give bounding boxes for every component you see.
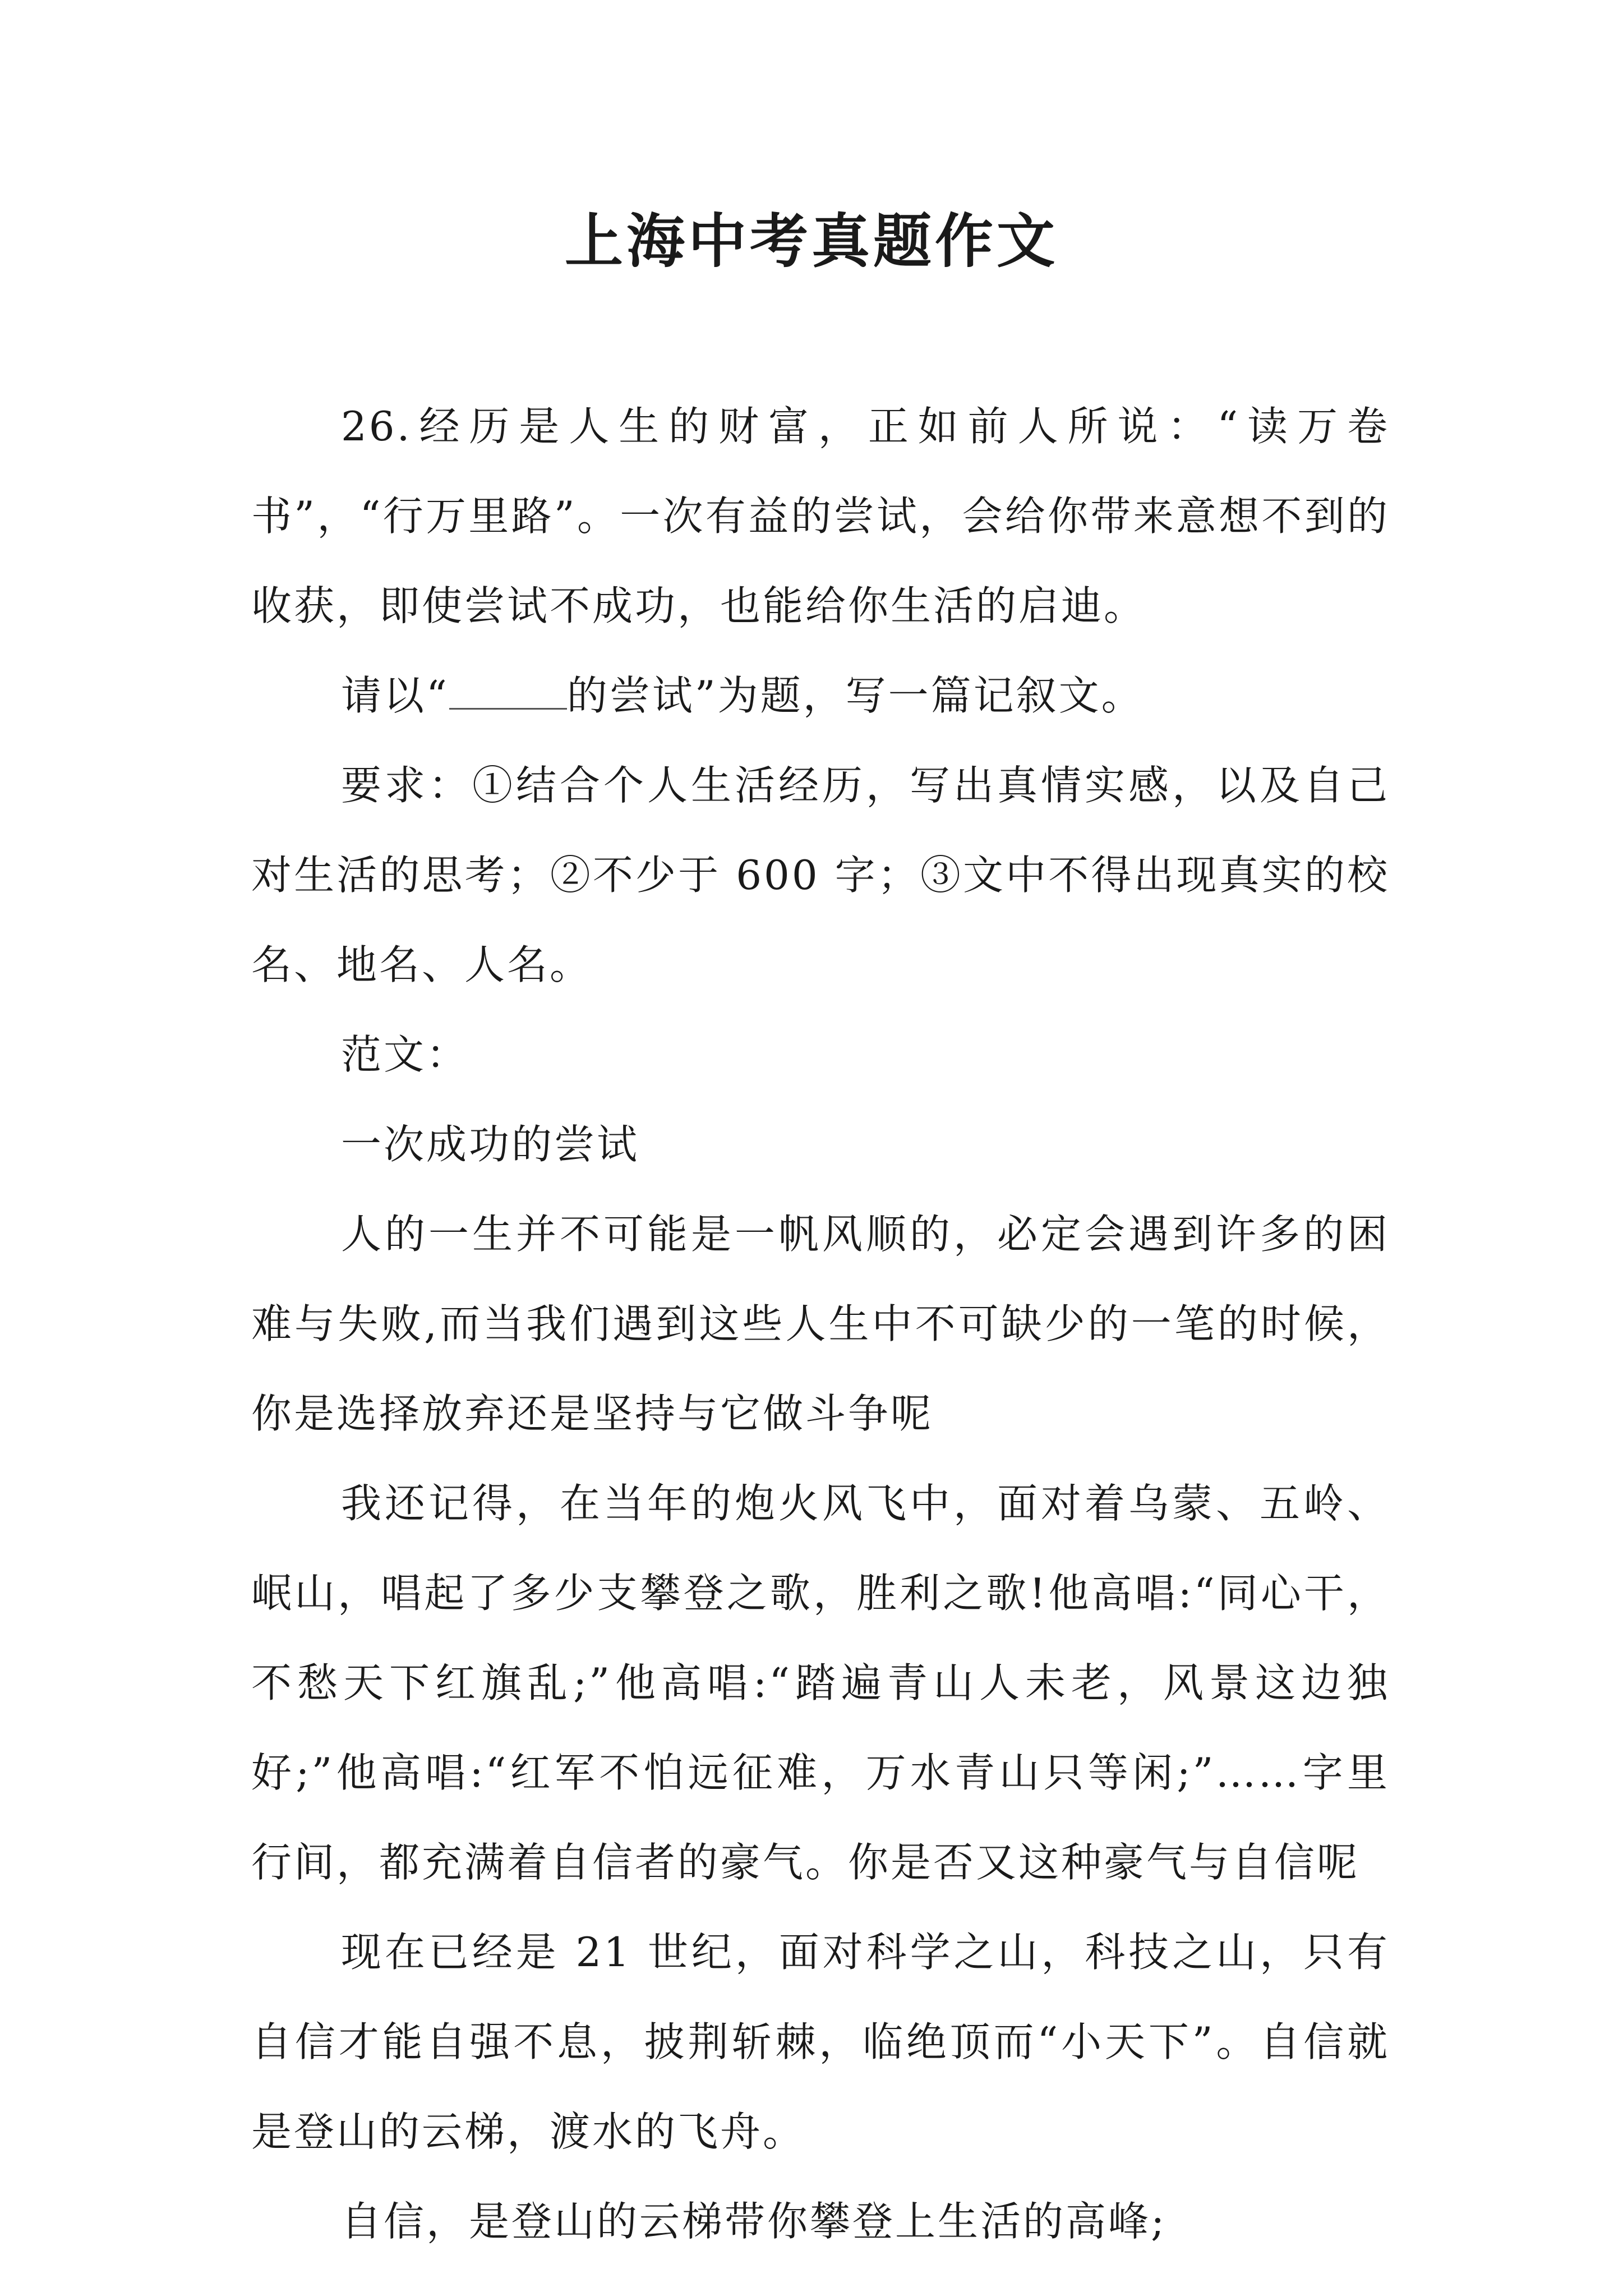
instruction-prefix: 请以“	[341, 672, 449, 719]
question-instruction	[251, 651, 1390, 740]
title-blank	[449, 674, 567, 710]
question-requirements: 要求：①结合个人生活经历，写出真情实感，以及自己对生活的思考；②不少于 600 字；③文中不得出现真实的校名、地名、人名。	[251, 762, 1390, 988]
essay-paragraph: 人的一生并不可能是一帆风顺的，必定会遇到许多的困难与失败,而当我们遇到这些人生中不可缺少的一笔的时候，你是选择放弃还是坚持与它做斗争呢	[251, 1211, 1390, 1437]
question-prompt: 26.经历是人生的财富，正如前人所说：“读万卷书”，“行万里路”。一次有益的尝试，会给你带来意想不到的收获，即使尝试不成功，也能给你生活的启迪。	[251, 403, 1390, 629]
instruction-suffix: 的尝试”为题，写一篇记叙文。	[566, 672, 1144, 719]
essay-paragraph: 现在已经是 21 世纪，面对科学之山，科技之山，只有自信才能自强不息，披荆斩棘，临绝顶而“小天下”。自信就是登山的云梯，渡水的飞舟。	[251, 1929, 1390, 2155]
document-title: 上海中考真题作文	[564, 206, 1058, 275]
document-body	[251, 381, 1390, 2266]
essay-paragraph: 我还记得，在当年的炮火风飞中，面对着乌蒙、五岭、岷山，唱起了多少支攀登之歌，胜利之歌!他高唱:“同心干，不愁天下红旗乱;”他高唱:“踏遍青山人未老，风景这边独好;”他高唱:“红军不怕远征难，万水青山只等闲;”……字里行间，都充满着自信者的豪气。你是否又这种豪气与自信呢	[251, 1480, 1390, 1886]
essay-paragraph: 自信，是登山的云梯带你攀登上生活的高峰;	[341, 2198, 1167, 2245]
sample-label: 范文：	[341, 1031, 469, 1078]
essay-title: 一次成功的尝试	[341, 1121, 640, 1168]
